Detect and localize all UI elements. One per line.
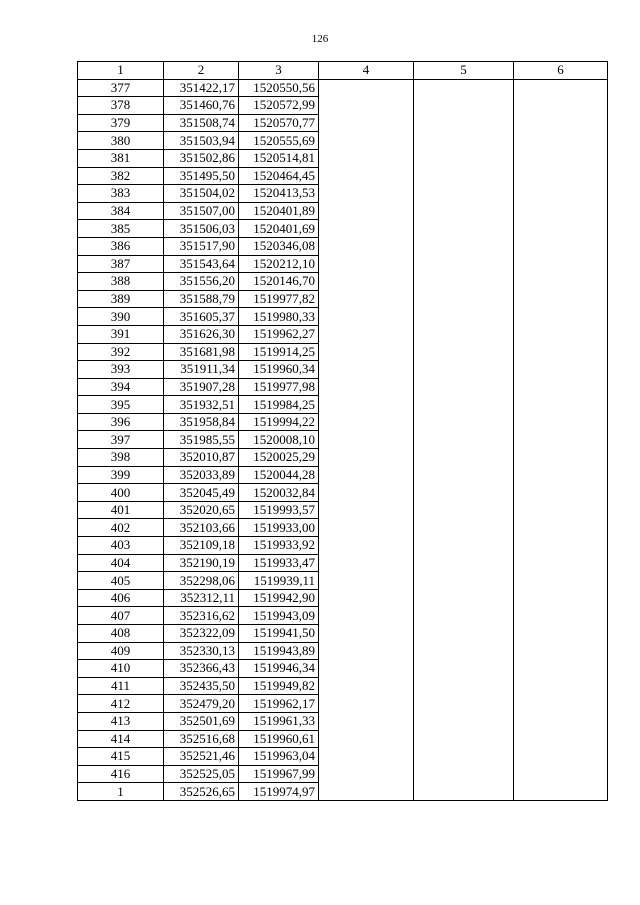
y-coordinate-cell: 1519960,61 bbox=[239, 730, 319, 748]
point-number-cell: 390 bbox=[78, 308, 164, 326]
empty-cell bbox=[514, 607, 608, 625]
x-coordinate-cell: 351681,98 bbox=[164, 343, 239, 361]
x-coordinate-cell: 351907,28 bbox=[164, 378, 239, 396]
table-row bbox=[78, 202, 608, 220]
empty-cell bbox=[414, 290, 514, 308]
table-row bbox=[78, 149, 608, 167]
y-coordinate-cell: 1520570,77 bbox=[239, 114, 319, 132]
table-row bbox=[78, 361, 608, 379]
empty-cell bbox=[514, 748, 608, 766]
y-coordinate-cell: 1519977,82 bbox=[239, 290, 319, 308]
empty-cell bbox=[514, 149, 608, 167]
table-row bbox=[78, 695, 608, 713]
y-coordinate-cell: 1519974,97 bbox=[239, 783, 319, 801]
empty-cell bbox=[414, 255, 514, 273]
empty-cell bbox=[414, 202, 514, 220]
point-number-cell: 412 bbox=[78, 695, 164, 713]
column-header: 6 bbox=[514, 62, 608, 80]
empty-cell bbox=[319, 695, 414, 713]
empty-cell bbox=[414, 501, 514, 519]
y-coordinate-cell: 1520572,99 bbox=[239, 97, 319, 115]
empty-cell bbox=[514, 361, 608, 379]
y-coordinate-cell: 1520212,10 bbox=[239, 255, 319, 273]
point-number-cell: 388 bbox=[78, 273, 164, 291]
empty-cell bbox=[319, 378, 414, 396]
point-number-cell: 414 bbox=[78, 730, 164, 748]
point-number-cell: 1 bbox=[78, 783, 164, 801]
empty-cell bbox=[514, 273, 608, 291]
empty-cell bbox=[319, 396, 414, 414]
y-coordinate-cell: 1520025,29 bbox=[239, 449, 319, 467]
y-coordinate-cell: 1520401,89 bbox=[239, 202, 319, 220]
empty-cell bbox=[514, 325, 608, 343]
table-row bbox=[78, 589, 608, 607]
empty-cell bbox=[514, 413, 608, 431]
table-row bbox=[78, 255, 608, 273]
empty-cell bbox=[514, 202, 608, 220]
empty-cell bbox=[514, 695, 608, 713]
empty-cell bbox=[319, 554, 414, 572]
empty-cell bbox=[319, 97, 414, 115]
empty-cell bbox=[514, 537, 608, 555]
table-row bbox=[78, 554, 608, 572]
empty-cell bbox=[319, 642, 414, 660]
empty-cell bbox=[514, 378, 608, 396]
y-coordinate-cell: 1519946,34 bbox=[239, 660, 319, 678]
empty-cell bbox=[414, 431, 514, 449]
x-coordinate-cell: 351626,30 bbox=[164, 325, 239, 343]
point-number-cell: 415 bbox=[78, 748, 164, 766]
table-row bbox=[78, 765, 608, 783]
empty-cell bbox=[414, 413, 514, 431]
y-coordinate-cell: 1519962,27 bbox=[239, 325, 319, 343]
point-number-cell: 394 bbox=[78, 378, 164, 396]
empty-cell bbox=[414, 185, 514, 203]
empty-cell bbox=[514, 308, 608, 326]
empty-cell bbox=[414, 79, 514, 97]
empty-cell bbox=[514, 343, 608, 361]
empty-cell bbox=[319, 607, 414, 625]
empty-cell bbox=[319, 466, 414, 484]
x-coordinate-cell: 351958,84 bbox=[164, 413, 239, 431]
empty-cell bbox=[514, 114, 608, 132]
x-coordinate-cell: 351911,34 bbox=[164, 361, 239, 379]
y-coordinate-cell: 1520550,56 bbox=[239, 79, 319, 97]
empty-cell bbox=[514, 712, 608, 730]
table-row bbox=[78, 79, 608, 97]
empty-cell bbox=[414, 149, 514, 167]
table-row bbox=[78, 519, 608, 537]
empty-cell bbox=[514, 765, 608, 783]
table-row bbox=[78, 343, 608, 361]
y-coordinate-cell: 1520008,10 bbox=[239, 431, 319, 449]
point-number-cell: 402 bbox=[78, 519, 164, 537]
empty-cell bbox=[514, 290, 608, 308]
column-header: 1 bbox=[78, 62, 164, 80]
table-row bbox=[78, 97, 608, 115]
x-coordinate-cell: 351506,03 bbox=[164, 220, 239, 238]
point-number-cell: 392 bbox=[78, 343, 164, 361]
empty-cell bbox=[319, 308, 414, 326]
empty-cell bbox=[319, 501, 414, 519]
empty-cell bbox=[414, 237, 514, 255]
x-coordinate-cell: 352103,66 bbox=[164, 519, 239, 537]
y-coordinate-cell: 1520514,81 bbox=[239, 149, 319, 167]
empty-cell bbox=[414, 361, 514, 379]
empty-cell bbox=[414, 484, 514, 502]
empty-cell bbox=[514, 572, 608, 590]
empty-cell bbox=[414, 466, 514, 484]
x-coordinate-cell: 351588,79 bbox=[164, 290, 239, 308]
x-coordinate-cell: 352033,89 bbox=[164, 466, 239, 484]
table-row bbox=[78, 325, 608, 343]
empty-cell bbox=[414, 396, 514, 414]
empty-cell bbox=[319, 202, 414, 220]
table-row bbox=[78, 712, 608, 730]
table-row bbox=[78, 114, 608, 132]
empty-cell bbox=[514, 642, 608, 660]
y-coordinate-cell: 1519943,89 bbox=[239, 642, 319, 660]
empty-cell bbox=[414, 677, 514, 695]
empty-cell bbox=[514, 466, 608, 484]
empty-cell bbox=[514, 730, 608, 748]
x-coordinate-cell: 352501,69 bbox=[164, 712, 239, 730]
empty-cell bbox=[514, 449, 608, 467]
table-row bbox=[78, 572, 608, 590]
y-coordinate-cell: 1520032,84 bbox=[239, 484, 319, 502]
point-number-cell: 413 bbox=[78, 712, 164, 730]
table-row bbox=[78, 677, 608, 695]
point-number-cell: 387 bbox=[78, 255, 164, 273]
empty-cell bbox=[319, 237, 414, 255]
y-coordinate-cell: 1519933,47 bbox=[239, 554, 319, 572]
empty-cell bbox=[514, 554, 608, 572]
point-number-cell: 382 bbox=[78, 167, 164, 185]
table-row bbox=[78, 607, 608, 625]
empty-cell bbox=[414, 114, 514, 132]
table-row bbox=[78, 378, 608, 396]
empty-cell bbox=[414, 343, 514, 361]
x-coordinate-cell: 351460,76 bbox=[164, 97, 239, 115]
y-coordinate-cell: 1519933,92 bbox=[239, 537, 319, 555]
empty-cell bbox=[414, 132, 514, 150]
y-coordinate-cell: 1519980,33 bbox=[239, 308, 319, 326]
empty-cell bbox=[414, 519, 514, 537]
empty-cell bbox=[514, 625, 608, 643]
table-row bbox=[78, 748, 608, 766]
point-number-cell: 407 bbox=[78, 607, 164, 625]
table-row bbox=[78, 625, 608, 643]
empty-cell bbox=[514, 677, 608, 695]
x-coordinate-cell: 351556,20 bbox=[164, 273, 239, 291]
empty-cell bbox=[414, 765, 514, 783]
empty-cell bbox=[319, 484, 414, 502]
empty-cell bbox=[414, 97, 514, 115]
y-coordinate-cell: 1520464,45 bbox=[239, 167, 319, 185]
y-coordinate-cell: 1520413,53 bbox=[239, 185, 319, 203]
table-row bbox=[78, 730, 608, 748]
y-coordinate-cell: 1519942,90 bbox=[239, 589, 319, 607]
point-number-cell: 416 bbox=[78, 765, 164, 783]
empty-cell bbox=[414, 378, 514, 396]
x-coordinate-cell: 351502,86 bbox=[164, 149, 239, 167]
empty-cell bbox=[414, 220, 514, 238]
empty-cell bbox=[319, 343, 414, 361]
table-row bbox=[78, 413, 608, 431]
empty-cell bbox=[414, 695, 514, 713]
empty-cell bbox=[414, 273, 514, 291]
point-number-cell: 389 bbox=[78, 290, 164, 308]
empty-cell bbox=[319, 132, 414, 150]
table-row bbox=[78, 290, 608, 308]
empty-cell bbox=[319, 519, 414, 537]
empty-cell bbox=[319, 660, 414, 678]
empty-cell bbox=[514, 783, 608, 801]
empty-cell bbox=[414, 625, 514, 643]
x-coordinate-cell: 352010,87 bbox=[164, 449, 239, 467]
empty-cell bbox=[414, 572, 514, 590]
point-number-cell: 378 bbox=[78, 97, 164, 115]
column-header: 5 bbox=[414, 62, 514, 80]
empty-cell bbox=[514, 185, 608, 203]
y-coordinate-cell: 1519963,04 bbox=[239, 748, 319, 766]
point-number-cell: 398 bbox=[78, 449, 164, 467]
x-coordinate-cell: 352045,49 bbox=[164, 484, 239, 502]
empty-cell bbox=[319, 449, 414, 467]
x-coordinate-cell: 351517,90 bbox=[164, 237, 239, 255]
empty-cell bbox=[414, 712, 514, 730]
empty-cell bbox=[414, 660, 514, 678]
y-coordinate-cell: 1519914,25 bbox=[239, 343, 319, 361]
empty-cell bbox=[319, 537, 414, 555]
table-row bbox=[78, 466, 608, 484]
empty-cell bbox=[319, 431, 414, 449]
empty-cell bbox=[319, 325, 414, 343]
point-number-cell: 403 bbox=[78, 537, 164, 555]
empty-cell bbox=[514, 97, 608, 115]
point-number-cell: 380 bbox=[78, 132, 164, 150]
y-coordinate-cell: 1520401,69 bbox=[239, 220, 319, 238]
x-coordinate-cell: 351508,74 bbox=[164, 114, 239, 132]
y-coordinate-cell: 1519949,82 bbox=[239, 677, 319, 695]
empty-cell bbox=[414, 730, 514, 748]
x-coordinate-cell: 352479,20 bbox=[164, 695, 239, 713]
y-coordinate-cell: 1519994,22 bbox=[239, 413, 319, 431]
empty-cell bbox=[319, 79, 414, 97]
table-row bbox=[78, 167, 608, 185]
point-number-cell: 377 bbox=[78, 79, 164, 97]
empty-cell bbox=[414, 748, 514, 766]
page-number: 126 bbox=[311, 33, 329, 45]
empty-cell bbox=[414, 537, 514, 555]
x-coordinate-cell: 352435,50 bbox=[164, 677, 239, 695]
x-coordinate-cell: 351605,37 bbox=[164, 308, 239, 326]
empty-cell bbox=[514, 255, 608, 273]
point-number-cell: 396 bbox=[78, 413, 164, 431]
y-coordinate-cell: 1519993,57 bbox=[239, 501, 319, 519]
point-number-cell: 383 bbox=[78, 185, 164, 203]
y-coordinate-cell: 1519984,25 bbox=[239, 396, 319, 414]
point-number-cell: 386 bbox=[78, 237, 164, 255]
table-body bbox=[78, 79, 608, 800]
point-number-cell: 410 bbox=[78, 660, 164, 678]
x-coordinate-cell: 351495,50 bbox=[164, 167, 239, 185]
empty-cell bbox=[414, 554, 514, 572]
point-number-cell: 400 bbox=[78, 484, 164, 502]
point-number-cell: 395 bbox=[78, 396, 164, 414]
empty-cell bbox=[414, 589, 514, 607]
x-coordinate-cell: 352516,68 bbox=[164, 730, 239, 748]
empty-cell bbox=[319, 290, 414, 308]
point-number-cell: 405 bbox=[78, 572, 164, 590]
empty-cell bbox=[319, 413, 414, 431]
x-coordinate-cell: 352316,62 bbox=[164, 607, 239, 625]
empty-cell bbox=[319, 712, 414, 730]
point-number-cell: 391 bbox=[78, 325, 164, 343]
x-coordinate-cell: 352322,09 bbox=[164, 625, 239, 643]
table-row bbox=[78, 484, 608, 502]
table-row bbox=[78, 396, 608, 414]
y-coordinate-cell: 1520044,28 bbox=[239, 466, 319, 484]
coordinates-table bbox=[77, 61, 608, 801]
y-coordinate-cell: 1519977,98 bbox=[239, 378, 319, 396]
point-number-cell: 406 bbox=[78, 589, 164, 607]
empty-cell bbox=[514, 237, 608, 255]
column-header: 4 bbox=[319, 62, 414, 80]
table-row bbox=[78, 308, 608, 326]
y-coordinate-cell: 1519943,09 bbox=[239, 607, 319, 625]
empty-cell bbox=[514, 396, 608, 414]
table-row bbox=[78, 537, 608, 555]
table-row bbox=[78, 642, 608, 660]
empty-cell bbox=[319, 361, 414, 379]
empty-cell bbox=[414, 607, 514, 625]
empty-cell bbox=[319, 748, 414, 766]
x-coordinate-cell: 351985,55 bbox=[164, 431, 239, 449]
point-number-cell: 399 bbox=[78, 466, 164, 484]
x-coordinate-cell: 352298,06 bbox=[164, 572, 239, 590]
x-coordinate-cell: 352190,19 bbox=[164, 554, 239, 572]
y-coordinate-cell: 1519941,50 bbox=[239, 625, 319, 643]
y-coordinate-cell: 1520555,69 bbox=[239, 132, 319, 150]
table-row bbox=[78, 132, 608, 150]
point-number-cell: 409 bbox=[78, 642, 164, 660]
empty-cell bbox=[319, 273, 414, 291]
y-coordinate-cell: 1519967,99 bbox=[239, 765, 319, 783]
empty-cell bbox=[514, 220, 608, 238]
x-coordinate-cell: 352020,65 bbox=[164, 501, 239, 519]
empty-cell bbox=[414, 308, 514, 326]
empty-cell bbox=[514, 431, 608, 449]
table-row bbox=[78, 220, 608, 238]
empty-cell bbox=[319, 167, 414, 185]
x-coordinate-cell: 352526,65 bbox=[164, 783, 239, 801]
empty-cell bbox=[319, 220, 414, 238]
x-coordinate-cell: 352525,05 bbox=[164, 765, 239, 783]
x-coordinate-cell: 352521,46 bbox=[164, 748, 239, 766]
empty-cell bbox=[414, 167, 514, 185]
empty-cell bbox=[319, 185, 414, 203]
point-number-cell: 408 bbox=[78, 625, 164, 643]
x-coordinate-cell: 351932,51 bbox=[164, 396, 239, 414]
empty-cell bbox=[414, 642, 514, 660]
point-number-cell: 397 bbox=[78, 431, 164, 449]
empty-cell bbox=[319, 114, 414, 132]
empty-cell bbox=[319, 730, 414, 748]
table-row bbox=[78, 185, 608, 203]
table-header-row bbox=[78, 62, 608, 80]
point-number-cell: 381 bbox=[78, 149, 164, 167]
x-coordinate-cell: 352330,13 bbox=[164, 642, 239, 660]
table-row bbox=[78, 501, 608, 519]
empty-cell bbox=[514, 519, 608, 537]
x-coordinate-cell: 352312,11 bbox=[164, 589, 239, 607]
column-header: 2 bbox=[164, 62, 239, 80]
point-number-cell: 401 bbox=[78, 501, 164, 519]
x-coordinate-cell: 351507,00 bbox=[164, 202, 239, 220]
empty-cell bbox=[319, 625, 414, 643]
y-coordinate-cell: 1519960,34 bbox=[239, 361, 319, 379]
empty-cell bbox=[319, 589, 414, 607]
y-coordinate-cell: 1520346,08 bbox=[239, 237, 319, 255]
empty-cell bbox=[414, 449, 514, 467]
table-row bbox=[78, 449, 608, 467]
empty-cell bbox=[514, 660, 608, 678]
empty-cell bbox=[514, 589, 608, 607]
empty-cell bbox=[514, 501, 608, 519]
empty-cell bbox=[319, 765, 414, 783]
empty-cell bbox=[319, 255, 414, 273]
empty-cell bbox=[414, 783, 514, 801]
point-number-cell: 411 bbox=[78, 677, 164, 695]
y-coordinate-cell: 1519962,17 bbox=[239, 695, 319, 713]
table-row bbox=[78, 783, 608, 801]
point-number-cell: 385 bbox=[78, 220, 164, 238]
empty-cell bbox=[319, 783, 414, 801]
x-coordinate-cell: 351422,17 bbox=[164, 79, 239, 97]
x-coordinate-cell: 351504,02 bbox=[164, 185, 239, 203]
empty-cell bbox=[514, 484, 608, 502]
point-number-cell: 393 bbox=[78, 361, 164, 379]
empty-cell bbox=[514, 79, 608, 97]
x-coordinate-cell: 352109,18 bbox=[164, 537, 239, 555]
empty-cell bbox=[414, 325, 514, 343]
table-row bbox=[78, 273, 608, 291]
empty-cell bbox=[514, 167, 608, 185]
x-coordinate-cell: 351503,94 bbox=[164, 132, 239, 150]
column-header: 3 bbox=[239, 62, 319, 80]
table-row bbox=[78, 660, 608, 678]
y-coordinate-cell: 1519933,00 bbox=[239, 519, 319, 537]
point-number-cell: 379 bbox=[78, 114, 164, 132]
empty-cell bbox=[514, 132, 608, 150]
empty-cell bbox=[319, 149, 414, 167]
empty-cell bbox=[319, 572, 414, 590]
point-number-cell: 384 bbox=[78, 202, 164, 220]
empty-cell bbox=[319, 677, 414, 695]
y-coordinate-cell: 1519961,33 bbox=[239, 712, 319, 730]
y-coordinate-cell: 1520146,70 bbox=[239, 273, 319, 291]
table-row bbox=[78, 431, 608, 449]
x-coordinate-cell: 352366,43 bbox=[164, 660, 239, 678]
point-number-cell: 404 bbox=[78, 554, 164, 572]
table-row bbox=[78, 237, 608, 255]
x-coordinate-cell: 351543,64 bbox=[164, 255, 239, 273]
y-coordinate-cell: 1519939,11 bbox=[239, 572, 319, 590]
